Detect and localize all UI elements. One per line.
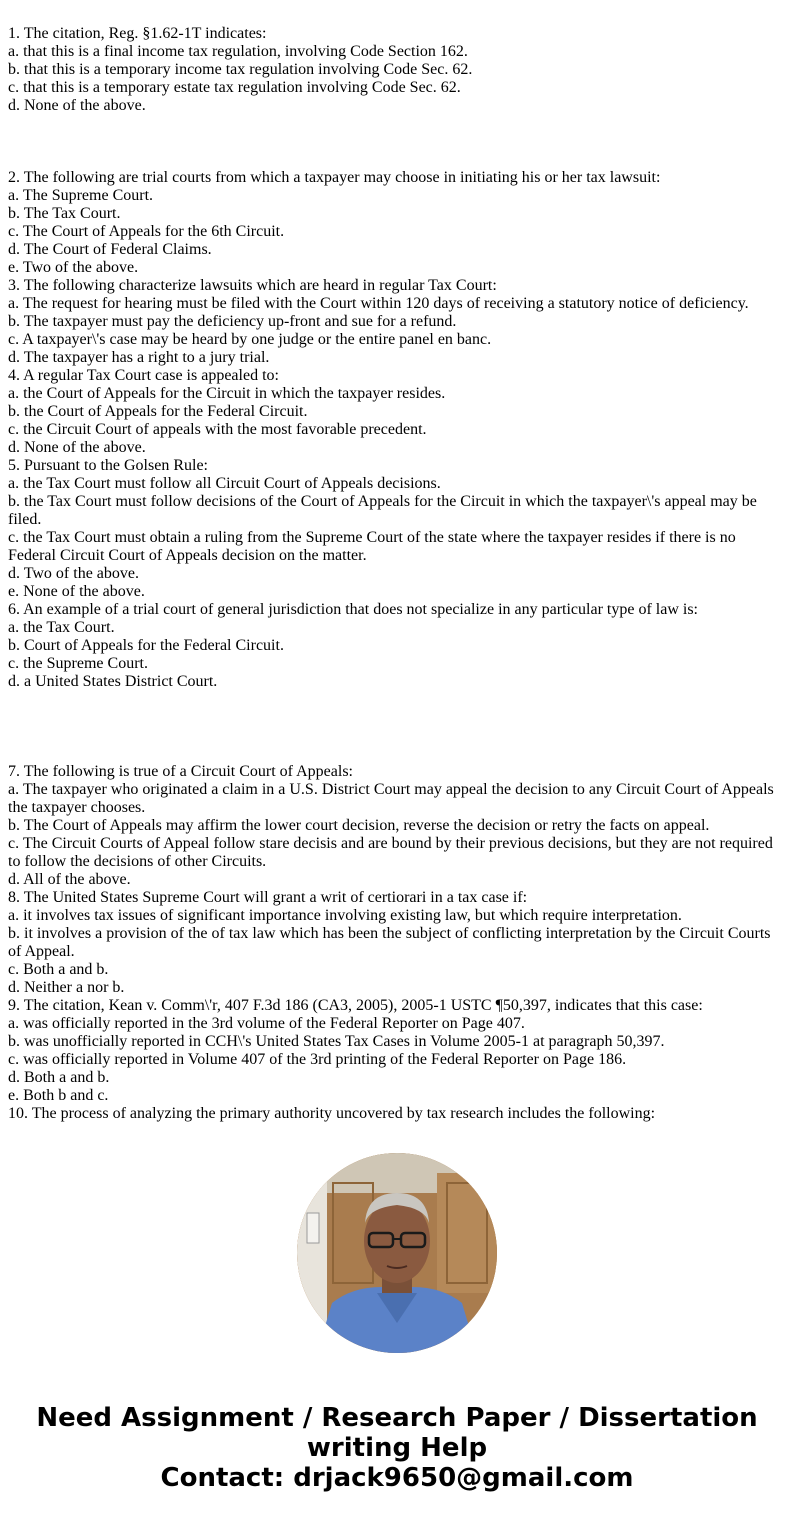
question-3-option-a: a. The request for hearing must be filed with the Court within 120 days of receiving a statutory notice of deficiency.: [8, 295, 749, 312]
question-6-option-b: b. Court of Appeals for the Federal Circuit.: [8, 637, 284, 654]
author-photo: [297, 1153, 497, 1353]
question-3-option-c: c. A taxpayer\'s case may be heard by one judge or the entire panel en banc.: [8, 331, 492, 348]
footer-contact-text: Contact: drjack9650@gmail.com: [160, 1463, 634, 1493]
question-8-option-d: d. Neither a nor b.: [8, 979, 125, 996]
question-2-option-b: b. The Tax Court.: [8, 205, 121, 222]
question-3-option-b: b. The taxpayer must pay the deficiency up-front and sue for a refund.: [8, 313, 457, 330]
question-1-option-d: d. None of the above.: [8, 97, 146, 114]
footer-banner: [0, 1403, 794, 1493]
question-8-option-b: b. it involves a provision of the of tax law which has been the subject of conflicting interpretation by the Circuit Courts of Appeal.: [8, 925, 771, 960]
question-6-option-c: c. the Supreme Court.: [8, 655, 148, 672]
question-2-stem: 2. The following are trial courts from which a taxpayer may choose in initiating his or her tax lawsuit:: [8, 169, 661, 186]
question-1-stem: 1. The citation, Reg. §1.62-1T indicates:: [8, 25, 267, 42]
question-4-option-c: c. the Circuit Court of appeals with the most favorable precedent.: [8, 421, 427, 438]
question-5-option-c: c. the Tax Court must obtain a ruling from the Supreme Court of the state where the taxpayer resides if there is no Federal Circuit Court of Appeals decision on the matter.: [8, 529, 736, 564]
spacer: [8, 691, 784, 763]
question-9-option-e: e. Both b and c.: [8, 1087, 109, 1104]
question-3-stem: 3. The following characterize lawsuits which are heard in regular Tax Court:: [8, 277, 497, 294]
question-4-stem: 4. A regular Tax Court case is appealed to:: [8, 367, 279, 384]
question-5-stem: 5. Pursuant to the Golsen Rule:: [8, 457, 208, 474]
question-6-option-d: d. a United States District Court.: [8, 673, 218, 690]
question-4-option-a: a. the Court of Appeals for the Circuit in which the taxpayer resides.: [8, 385, 446, 402]
question-4-option-b: b. the Court of Appeals for the Federal Circuit.: [8, 403, 308, 420]
person-portrait-icon: [297, 1153, 497, 1353]
question-5-option-e: e. None of the above.: [8, 583, 145, 600]
question-9-option-b: b. was unofficially reported in CCH\'s United States Tax Cases in Volume 2005-1 at paragraph 50,397.: [8, 1033, 665, 1050]
question-8-option-a: a. it involves tax issues of significant importance involving existing law, but which require interpretation.: [8, 907, 682, 924]
question-1-option-a: a. that this is a final income tax regulation, involving Code Section 162.: [8, 43, 468, 60]
question-9-option-d: d. Both a and b.: [8, 1069, 110, 1086]
question-10-stem: 10. The process of analyzing the primary authority uncovered by tax research includes the following:: [8, 1105, 656, 1122]
question-9-option-a: a. was officially reported in the 3rd volume of the Federal Reporter on Page 407.: [8, 1015, 525, 1032]
question-8-stem: 8. The United States Supreme Court will grant a writ of certiorari in a tax case if:: [8, 889, 528, 906]
question-2-option-e: e. Two of the above.: [8, 259, 139, 276]
question-4-option-d: d. None of the above.: [8, 439, 146, 456]
question-9-stem: 9. The citation, Kean v. Comm\'r, 407 F.3d 186 (CA3, 2005), 2005-1 USTC ¶50,397, indicates that this case:: [8, 997, 703, 1014]
spacer: [8, 115, 784, 169]
question-5-option-d: d. Two of the above.: [8, 565, 139, 582]
question-5-option-a: a. the Tax Court must follow all Circuit Court of Appeals decisions.: [8, 475, 441, 492]
question-7-option-c: c. The Circuit Courts of Appeal follow stare decisis and are bound by their previous decisions, but they are not required to follow the decisions of other Circuits.: [8, 835, 773, 870]
question-1-option-c: c. that this is a temporary estate tax regulation involving Code Sec. 62.: [8, 79, 461, 96]
question-7-option-a: a. The taxpayer who originated a claim in a U.S. District Court may appeal the decision to any Circuit Court of Appeals the taxpayer chooses.: [8, 781, 774, 816]
question-6-stem: 6. An example of a trial court of general jurisdiction that does not specialize in any particular type of law is:: [8, 601, 698, 618]
question-3-option-d: d. The taxpayer has a right to a jury trial.: [8, 349, 270, 366]
question-2-option-d: d. The Court of Federal Claims.: [8, 241, 212, 258]
question-8-option-c: c. Both a and b.: [8, 961, 109, 978]
question-1-option-b: b. that this is a temporary income tax regulation involving Code Sec. 62.: [8, 61, 473, 78]
question-9-option-c: c. was officially reported in Volume 407 of the 3rd printing of the Federal Reporter on Page 186.: [8, 1051, 627, 1068]
question-7-option-d: d. All of the above.: [8, 871, 131, 888]
question-7-option-b: b. The Court of Appeals may affirm the lower court decision, reverse the decision or retry the facts on appeal.: [8, 817, 710, 834]
question-2-option-a: a. The Supreme Court.: [8, 187, 154, 204]
question-2-option-c: c. The Court of Appeals for the 6th Circuit.: [8, 223, 285, 240]
question-5-option-b: b. the Tax Court must follow decisions of the Court of Appeals for the Circuit in which the taxpayer\'s appeal may be filed.: [8, 493, 757, 528]
question-7-stem: 7. The following is true of a Circuit Court of Appeals:: [8, 763, 353, 780]
question-document: [8, 25, 784, 1123]
question-6-option-a: a. the Tax Court.: [8, 619, 115, 636]
footer-help-text: Need Assignment / Research Paper / Dissertation writing Help: [36, 1403, 758, 1463]
